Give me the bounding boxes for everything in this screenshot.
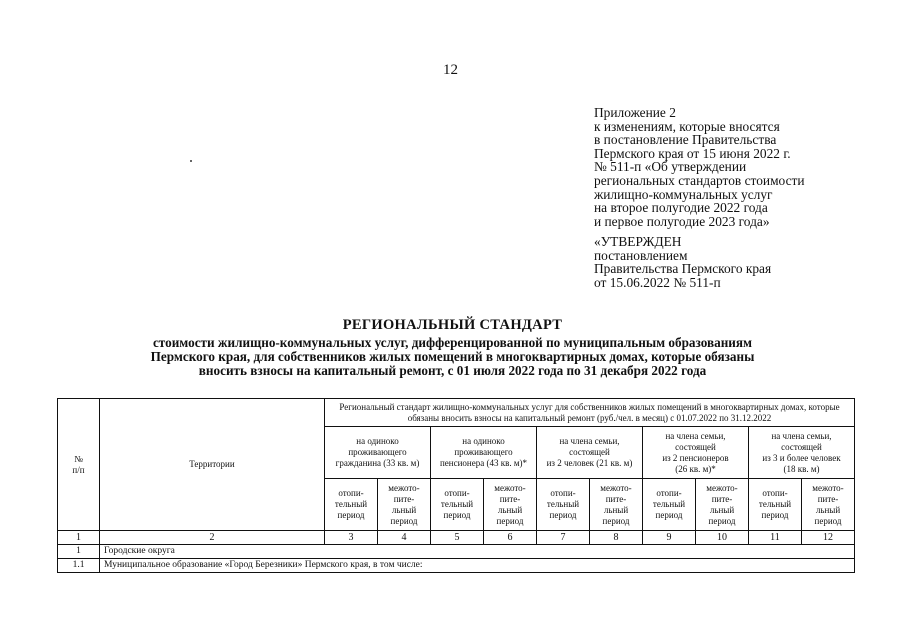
heating-period-header: отопи- тельный период xyxy=(749,479,802,531)
column-number: 4 xyxy=(378,531,431,545)
interheating-period-header: межото- пите- льный период xyxy=(484,479,537,531)
subtitle-line: вносить взносы на капитальный ремонт, с 01 июля 2022 года по 31 декабря 2022 года xyxy=(198,362,707,378)
interheating-period-header: межото- пите- льный период xyxy=(802,479,855,531)
column-number: 7 xyxy=(537,531,590,545)
heating-period-header: отопи- тельный период xyxy=(537,479,590,531)
heating-period-header: отопи- тельный период xyxy=(643,479,696,531)
subtitle-line: стоимости жилищно-коммунальных услуг, дифференцированной по муниципальным образованиям xyxy=(152,335,753,350)
column-number: 10 xyxy=(696,531,749,545)
heating-period-header: отопи- тельный период xyxy=(325,479,378,531)
appendix-line: и первое полугодие 2023 года» xyxy=(594,213,770,229)
scan-speck xyxy=(190,160,192,162)
group-family-2-pensioners: на члена семьи, состоящей из 2 пенсионеров (26 кв. м)* xyxy=(643,427,749,479)
column-number: 3 xyxy=(325,531,378,545)
group-family-3plus: на члена семьи, состоящей из 3 и более человек (18 кв. м) xyxy=(749,427,855,479)
document-title: РЕГИОНАЛЬНЫЙ СТАНДАРТ xyxy=(342,317,563,333)
column-number: 6 xyxy=(484,531,537,545)
approval-line: постановлением xyxy=(594,247,688,263)
document-subtitle xyxy=(60,336,845,377)
table-row xyxy=(58,545,855,559)
interheating-period-header: межото- пите- льный период xyxy=(590,479,643,531)
table-row xyxy=(58,559,855,573)
row-number: 1.1 xyxy=(58,559,100,573)
column-number: 9 xyxy=(643,531,696,545)
column-numbers-row xyxy=(58,531,855,545)
appendix-line: Пермского края от 15 июня 2022 г. xyxy=(594,145,791,161)
approval-line: «УТВЕРЖДЕН xyxy=(594,234,682,249)
column-number: 12 xyxy=(802,531,855,545)
appendix-note xyxy=(594,106,805,228)
interheating-period-header: межото- пите- льный период xyxy=(378,479,431,531)
column-number: 11 xyxy=(749,531,802,545)
approval-stamp xyxy=(594,235,771,289)
appendix-line: № 511-п «Об утверждении xyxy=(594,159,747,175)
header-number: № п/п xyxy=(58,399,100,531)
standards-table xyxy=(57,398,855,573)
header-main: Региональный стандарт жилищно-коммунальных услуг для собственников жилых помещений в многоквартирных домах, которые обязаны вносить взносы на капитальный ремонт (руб./чел. в месяц) с 01.07.2022 по 31.12.2022 xyxy=(325,399,855,427)
appendix-line: на второе полугодие 2022 года xyxy=(594,200,768,216)
interheating-period-header: межото- пите- льный период xyxy=(696,479,749,531)
approval-line: Правительства Пермского края xyxy=(594,261,772,277)
heating-period-header: отопи- тельный период xyxy=(431,479,484,531)
appendix-line: в постановление Правительства xyxy=(594,132,777,148)
appendix-line: жилищно-коммунальных услуг xyxy=(594,186,773,202)
column-number: 1 xyxy=(58,531,100,545)
column-number: 5 xyxy=(431,531,484,545)
row-territory: Городские округа xyxy=(100,545,855,559)
row-territory: Муниципальное образование «Город Березники» Пермского края, в том числе: xyxy=(100,559,855,573)
page-number: 12 xyxy=(443,62,458,78)
header-territory: Территории xyxy=(100,399,325,531)
group-single-citizen: на одиноко проживающего гражданина (33 кв. м) xyxy=(325,427,431,479)
row-number: 1 xyxy=(58,545,100,559)
approval-line: от 15.06.2022 № 511-п xyxy=(594,274,721,290)
subtitle-line: Пермского края, для собственников жилых помещений в многоквартирных домах, которые обязаны xyxy=(150,348,755,364)
appendix-line: к изменениям, которые вносятся xyxy=(594,118,780,134)
group-single-pensioner: на одиноко проживающего пенсионера (43 кв. м)* xyxy=(431,427,537,479)
appendix-line: Приложение 2 xyxy=(594,105,676,120)
column-number: 2 xyxy=(100,531,325,545)
group-family-2: на члена семьи, состоящей из 2 человек (21 кв. м) xyxy=(537,427,643,479)
column-number: 8 xyxy=(590,531,643,545)
appendix-line: региональных стандартов стоимости xyxy=(594,172,805,188)
